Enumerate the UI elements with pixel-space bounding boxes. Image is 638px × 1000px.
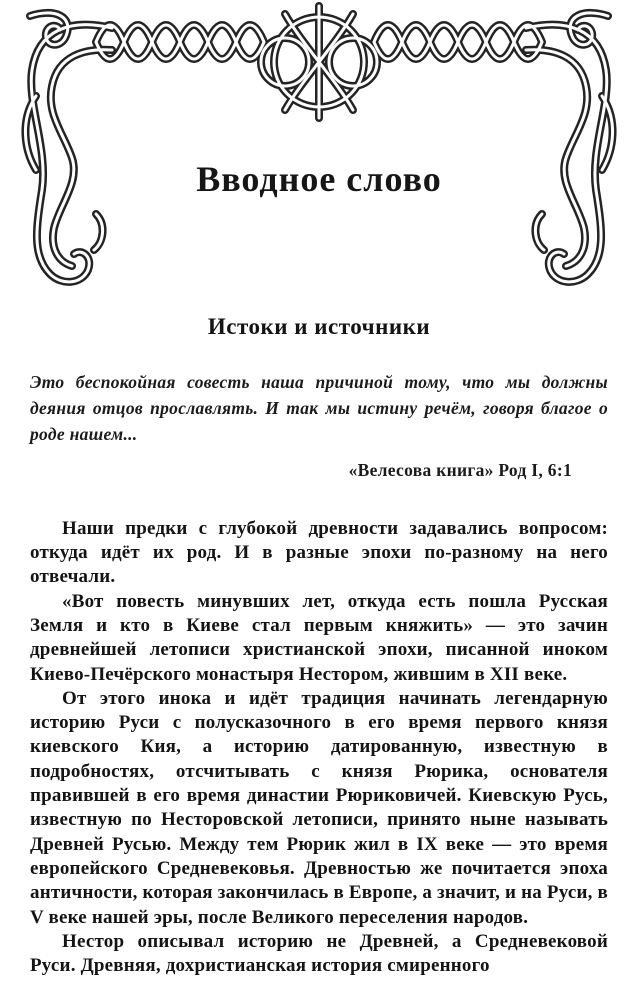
body-paragraph: От этого инока и идёт традиция начинать легендарную историю Руси с полусказочного в его время первого князя киевского Кия, а историю датированную, известную в подробностях, отсчитывать с князя Рюрика, основателя правившей в его время династии Рюриковичей. Киевскую Русь, известную по Несторовской летописи, принято ныне называть Древней Русью. Между тем Рюрик жил в IX веке — это время европейского Средневековья. Древностью же почитается эпоха античности, которая закончилась в Европе, а значит, и на Руси, в V веке нашей эры, после Великого переселения народов. <box>30 687 608 928</box>
celtic-knotwork-ornament-icon <box>0 0 638 300</box>
section-heading: Истоки и источники <box>207 314 431 339</box>
body-paragraph: Нестор описывал историю не Древней, а Средневековой Руси. Древняя, дохристианская история смиренного <box>30 930 608 977</box>
body-text <box>30 517 608 979</box>
page-content <box>30 300 608 979</box>
epigraph-attribution: «Велесова книга» Род I, 6:1 <box>348 459 572 480</box>
body-paragraph: Наши предки с глубокой древности задавались вопросом: откуда идёт их род. И в разные эпохи по-разному на него отвечали. <box>30 517 608 588</box>
epigraph-text: Это беспокойная совесть наша причиной тому, что мы должны деяния отцов прославлять. И так мы истину речём, говоря благое о роде нашем... <box>30 372 608 444</box>
body-paragraph: «Вот повесть минувших лет, откуда есть пошла Русская Земля и кто в Киеве стал первым княжить» — это зачин древнейшей летописи христианской эпохи, писанной иноком Киево-Печёрского монастыря Нестором, жившим в XII веке. <box>30 590 608 685</box>
page-title: Вводное слово <box>196 159 442 199</box>
